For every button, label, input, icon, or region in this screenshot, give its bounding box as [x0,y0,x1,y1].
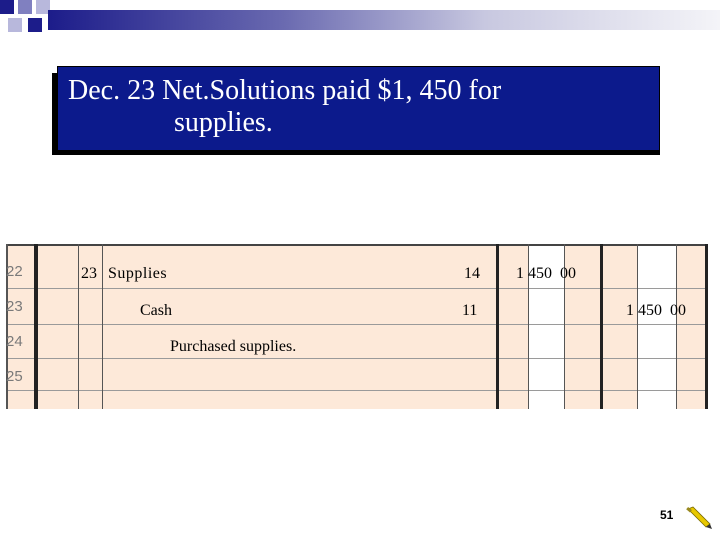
title-line-2: supplies. [174,107,273,138]
credit-blank-column [638,244,676,409]
title-line-1: Dec. 23 Net.Solutions paid $1, 450 for [68,75,502,106]
pencil-icon [684,505,714,531]
decor-square-2 [18,0,32,14]
row-number: 25 [6,368,23,385]
decor-square-4 [8,18,22,32]
entry-post-ref: 14 [464,265,480,282]
page-number: 51 [660,508,674,522]
ledger-column-rule [496,244,499,409]
entry-explanation: Purchased supplies. [170,338,297,355]
entry-credit: 1 450 00 [626,302,686,319]
entry-post-ref: 11 [462,302,478,319]
entry-debit: 1 450 00 [516,265,576,282]
decor-square-1 [0,0,14,14]
ledger-column-rule [78,244,79,409]
entry-date: 23 [81,265,97,282]
ledger-column-rule [600,244,603,409]
ledger-column-rule [676,244,677,409]
header-gradient-bar [48,10,720,30]
entry-account: Supplies [108,265,168,282]
journal-ledger [6,244,708,409]
ledger-column-rule [34,244,38,409]
ledger-column-rule [637,244,638,409]
slide-title [57,66,660,151]
row-number: 24 [6,333,23,350]
row-number: 22 [6,263,23,280]
entry-account: Cash [140,302,172,319]
row-number: 23 [6,298,23,315]
ledger-column-rule [705,244,708,409]
decor-square-5 [28,18,42,32]
ledger-column-rule [102,244,103,409]
